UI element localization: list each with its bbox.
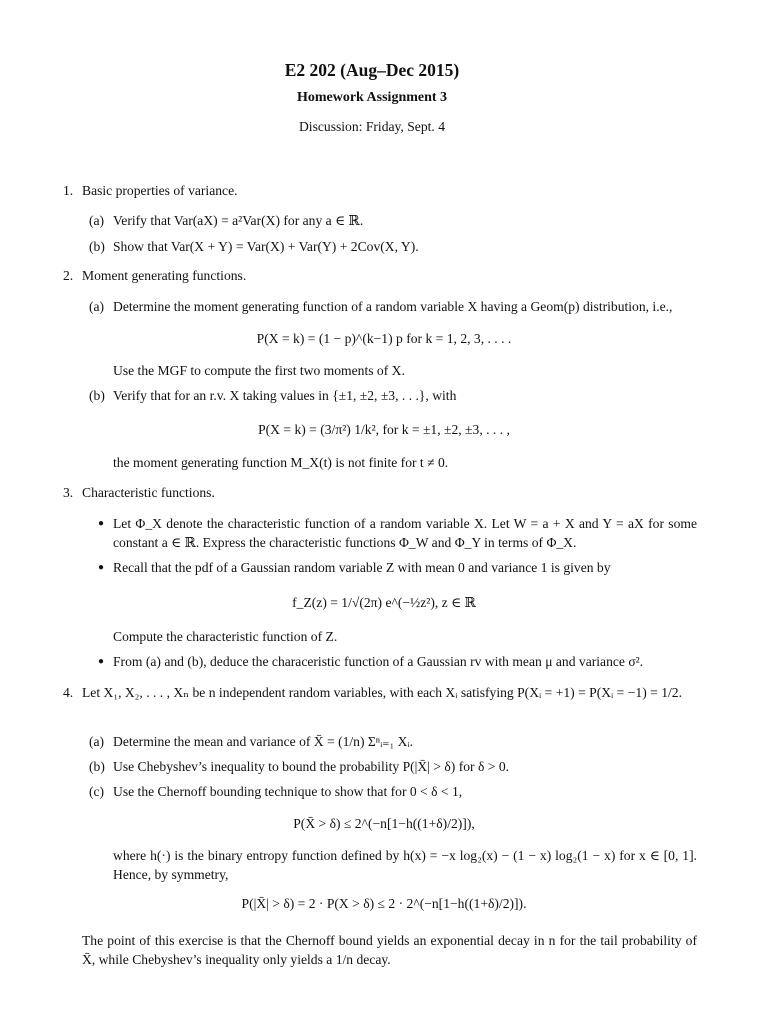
question-title: Moment generating functions.: [82, 268, 247, 283]
bullet-text: Let Φ_X denote the characteristic function of a random variable X. Let W = a + X and Y = aX for some constant a ∈ ℝ. Express the characteristic functions Φ_W and Φ_Y in terms of Φ_X.: [113, 516, 697, 551]
bullet-text: From (a) and (b), deduce the characeristic function of a Gaussian rv with mean μ and variance σ².: [113, 654, 644, 669]
closing-text: The point of this exercise is that the Chernoff bound yields an exponential decay in n for the tail probability of X̄, while Chebyshev’s inequality only yields a 1/n decay.: [82, 933, 697, 968]
part-text: Determine the mean and variance of X̄ = (1/n) Σⁿᵢ₌₁ Xᵢ.: [113, 734, 414, 749]
part-label: (a): [89, 213, 105, 228]
question-intro: Let X₁, X₂, . . . , Xₙ be n independent random variables, with each Xᵢ satisfying P(Xᵢ = +1) = P(Xᵢ = −1) = 1/2.: [82, 685, 682, 700]
discussion-date: Discussion: Friday, Sept. 4: [298, 119, 445, 134]
equation-inverse-square-pmf: P(X = k) = (3/π²) 1/k², for k = ±1, ±2, ±3, . . . ,: [258, 422, 510, 437]
part-text: Verify that Var(aX) = a²Var(X) for any a ∈ ℝ.: [113, 213, 364, 228]
part-text: Use the Chernoff bounding technique to show that for 0 < δ < 1,: [113, 784, 463, 799]
part-text: Use Chebyshev’s inequality to bound the probability P(|X̄| > δ) for δ > 0.: [113, 759, 510, 774]
question-number: 1.: [63, 183, 74, 198]
bullet-icon: ●: [98, 518, 105, 529]
part-text: Verify that for an r.v. X taking values in {±1, ±2, ±3, . . .}, with: [113, 388, 457, 403]
part-text: the moment generating function M_X(t) is not finite for t ≠ 0.: [113, 455, 449, 470]
part-label: (a): [89, 299, 105, 314]
equation-gaussian-pdf: f_Z(z) = 1/√(2π) e^(−½z²), z ∈ ℝ: [292, 595, 476, 610]
part-label: (b): [89, 388, 105, 403]
bullet-text: Compute the characteristic function of Z.: [113, 629, 338, 644]
question-number: 4.: [63, 685, 74, 700]
part-text: Show that Var(X + Y) = Var(X) + Var(Y) + 2Cov(X, Y).: [113, 239, 419, 254]
part-label: (b): [89, 239, 105, 254]
part-text: Determine the moment generating function of a random variable X having a Geom(p) distribution, i.e.,: [113, 299, 673, 314]
part-label: (b): [89, 759, 105, 774]
question-number: 2.: [63, 268, 74, 283]
bullet-text: Recall that the pdf of a Gaussian random variable Z with mean 0 and variance 1 is given by: [113, 560, 611, 575]
bullet-icon: ●: [98, 656, 105, 667]
page-subtitle: Homework Assignment 3: [296, 90, 448, 105]
question-number: 3.: [63, 485, 74, 500]
part-label: (a): [89, 734, 105, 749]
equation-two-sided-bound: P(|X̄| > δ) = 2 · P(X > δ) ≤ 2 · 2^(−n[1−h((1+δ)/2)]).: [241, 896, 527, 911]
part-label: (c): [89, 784, 105, 799]
question-title: Characteristic functions.: [82, 485, 215, 500]
bullet-icon: ●: [98, 562, 105, 573]
question-title: Basic properties of variance.: [82, 183, 238, 198]
equation-geometric-pmf: P(X = k) = (1 − p)^(k−1) p for k = 1, 2, 3, . . . .: [256, 331, 512, 346]
part-text: where h(·) is the binary entropy function defined by h(x) = −x log₂(x) − (1 − x) log₂(1 − x) for x ∈ [0, 1]. Hence, by symmetry,: [113, 848, 697, 883]
part-text: Use the MGF to compute the first two moments of X.: [113, 363, 405, 378]
page-title: E2 202 (Aug–Dec 2015): [284, 60, 460, 80]
equation-chernoff-bound: P(X̄ > δ) ≤ 2^(−n[1−h((1+δ)/2)]),: [293, 816, 475, 831]
